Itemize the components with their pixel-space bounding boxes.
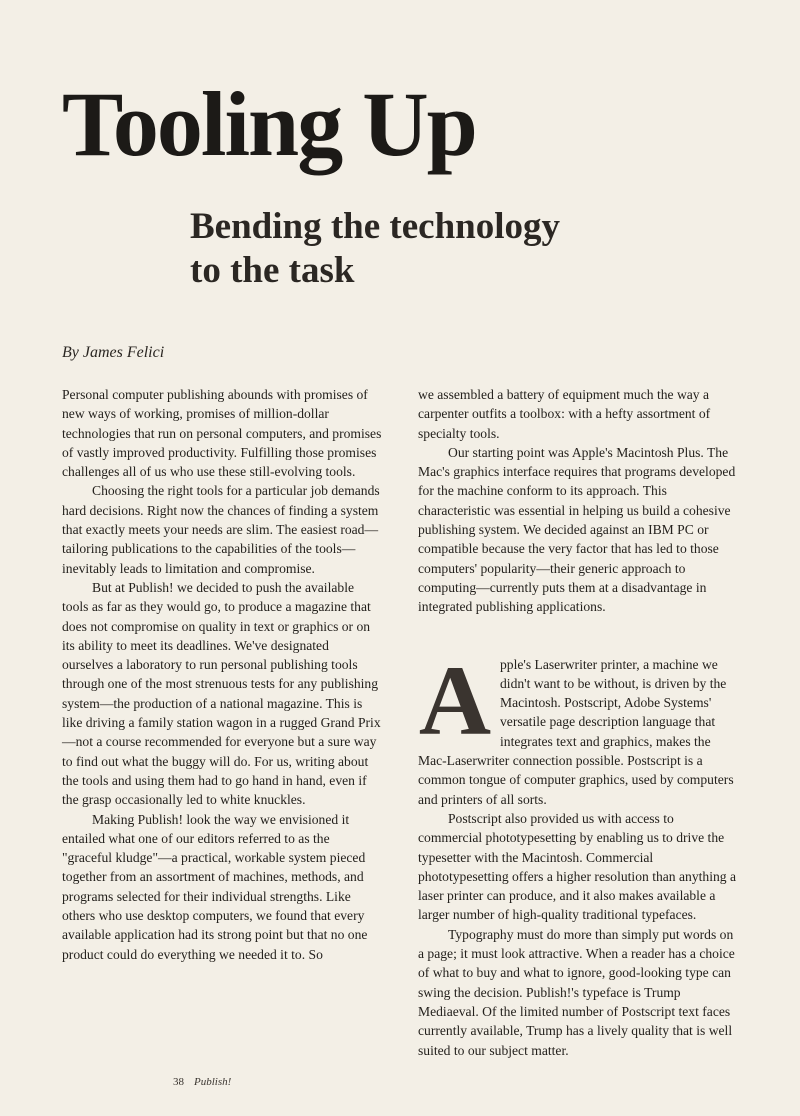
paragraph: Choosing the right tools for a particular job demands hard decisions. Right now the chances of finding a system that exactly meets your needs are slim. The easiest road—tailoring publications to the capabilities of the tools—inevitably leads to limitation and compromise. xyxy=(62,483,380,576)
paragraph: Postscript also provided us with access to commercial phototypesetting by enabling us to drive the typesetter with the Macintosh. Commercial phototypesetting offers a higher resolution than anything a laser printer can produce, and it also makes available a larger number of high-quality traditional typefaces. xyxy=(418,810,736,923)
paragraph: Making Publish! look the way we envisioned it entailed what one of our editors referred to as the "graceful kludge"—a practical, workable system pieced together from an assortment of machines, methods, and programs selected for their individual strengths. Like others who use desktop computers, we found that every available application had its strong point but that no one product could do everything we needed it to. So xyxy=(62,811,368,962)
right-column xyxy=(418,385,738,1060)
paragraph: Personal computer publishing abounds with promises of new ways of working, promises of million-dollar technologies that run on personal computers, and promises of vastly improved productivity. Fulfilling those promises challenges all of us who use these still-evolving tools. xyxy=(62,387,382,480)
article-subtitle xyxy=(190,205,560,293)
publication-name: Publish! xyxy=(194,1076,232,1088)
paragraph: But at Publish! we decided to push the available tools as far as they would go, to produce a magazine that does not compromise on quality in text or graphics or on its ability to meet its deadlines. We've designated ourselves a laboratory to run personal publishing tools through one of the most strenuous tests for any publishing system—the production of a national magazine. This is like driving a family station wagon in a rugged Grand Prix—not a course recommended for everyone but a sure way to find out what the buggy will do. For us, writing about the tools and using them had to go hand in hand, even if the grasp occasionally led to white knuckles. xyxy=(62,579,381,808)
drop-cap: A xyxy=(418,644,492,756)
paragraph: Our starting point was Apple's Macintosh Plus. The Mac's graphics interface requires that programs developed for the machine conform to its approach. This characteristic was essential in helping us build a cohesive publishing system. We decided against an IBM PC or compatible because the very factor that has led to those computers' popularity—their generic approach to computing—currently puts them at a disadvantage in integrated publishing applications. xyxy=(418,444,736,615)
left-column xyxy=(62,385,382,964)
paragraph: we assembled a battery of equipment much the way a carpenter outfits a toolbox: with a hefty assortment of specialty tools. xyxy=(418,387,711,441)
subtitle-line-2: to the task xyxy=(190,250,355,291)
byline: By James Felici xyxy=(62,344,165,361)
drop-cap-section xyxy=(418,644,738,809)
page-footer xyxy=(173,1076,231,1088)
page-number: 38 xyxy=(173,1076,184,1088)
paragraph: Typography must do more than simply put words on a page; it must look attractive. When a reader has a choice of what to buy and what to ignore, good-looking type can swing the decision. Publish!'s typeface is Trump Mediaeval. Of the limited number of Postscript text faces currently available, Trump has a lively quality that is well suited to our subject matter. xyxy=(418,926,735,1058)
article-title: Tooling Up xyxy=(62,73,476,175)
paragraph: pple's Laserwriter printer, a machine we didn't want to be without, is driven by the Macintosh. Postscript, Adobe Systems' versatile page description language that integrates text and graphics, makes the Mac-Laserwriter connection possible. Postscript is a common tongue of computer graphics, used by computers and printers of all sorts. xyxy=(418,656,734,807)
subtitle-line-1: Bending the technology xyxy=(190,206,561,247)
